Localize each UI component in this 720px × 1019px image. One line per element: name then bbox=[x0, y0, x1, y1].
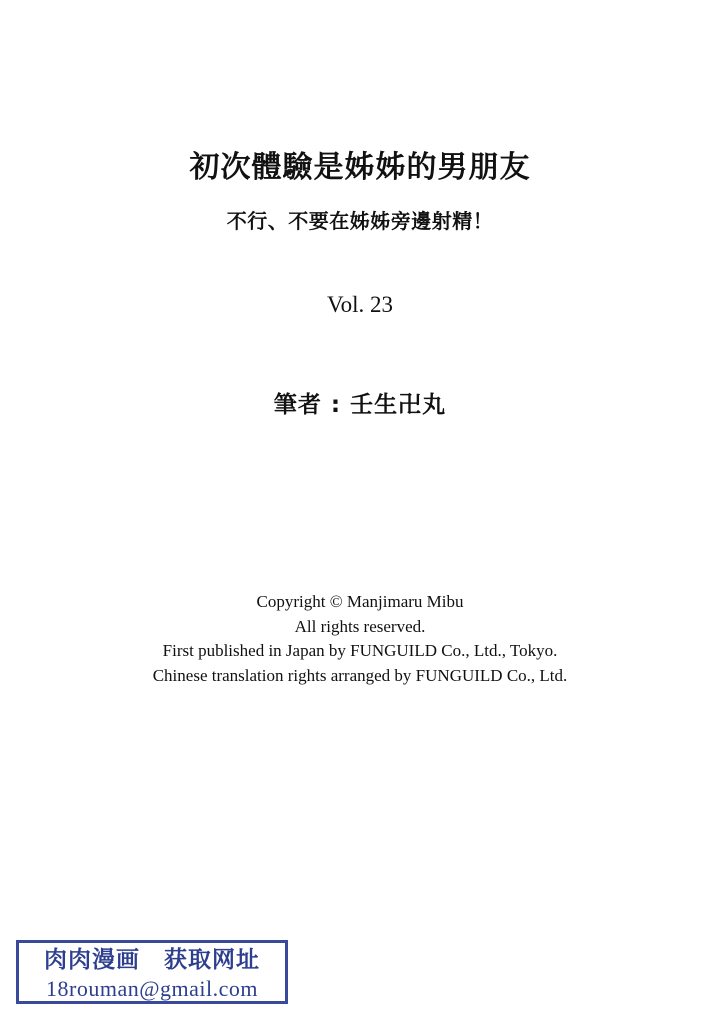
page-subtitle: 不行、不要在姊姊旁邊射精！ bbox=[226, 209, 494, 233]
page-title: 初次體驗是姊姊的男朋友 bbox=[189, 150, 531, 185]
watermark-email: 18rouman@gmail.com bbox=[46, 976, 258, 1001]
volume-label: Vol. 23 bbox=[326, 292, 394, 317]
copyright-block bbox=[0, 590, 720, 688]
copyright-line-1: Copyright © Manjimaru Mibu bbox=[256, 592, 464, 611]
copyright-line-4: Chinese translation rights arranged by FUNGUILD Co., Ltd. bbox=[152, 665, 568, 685]
copyright-line-2: All rights reserved. bbox=[294, 616, 426, 636]
watermark-badge bbox=[16, 940, 288, 1004]
copyright-line-3: First published in Japan by FUNGUILD Co., Ltd., Tokyo. bbox=[162, 641, 558, 660]
title-block bbox=[0, 148, 720, 236]
watermark-site-name: 肉肉漫画 获取网址 bbox=[44, 947, 260, 973]
author-label: 筆者 : 壬生卍丸 bbox=[273, 392, 447, 418]
